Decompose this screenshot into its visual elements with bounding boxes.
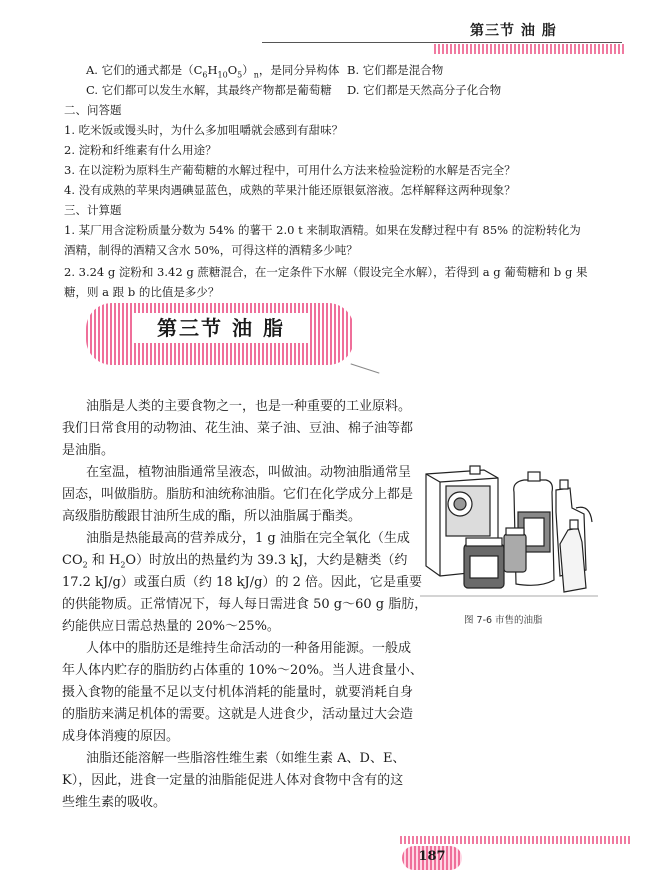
header-stripe-decoration [434, 44, 624, 54]
oil-containers-illustration [420, 452, 600, 600]
calc-2-line-2: 糖，则 a 跟 b 的比值是多少？ [64, 285, 220, 299]
figure-commercial-oils [420, 452, 600, 600]
header-rule [262, 42, 622, 43]
calc-1-line-2: 酒精，制得的酒精又含水 50%，可得这样的酒精多少吨？ [64, 243, 358, 257]
paragraph-1-line-2: 我们日常食用的动物油、花生油、菜子油、豆油、棉子油等都 [62, 421, 414, 436]
paragraph-3-line-1: 油脂是热能最高的营养成分，1 g 油脂在完全氧化（生成 [86, 531, 410, 546]
paragraph-5-line-1: 油脂还能溶解一些脂溶性维生素（如维生素 A、D、E、 [86, 751, 406, 766]
paragraph-4-line-3: 摄入食物的能量不足以支付机体消耗的能量时，就要消耗自身 [62, 685, 414, 700]
paragraph-2-line-1: 在室温，植物油脂通常呈液态，叫做油。动物油脂通常呈 [86, 465, 412, 480]
question-3: 3. 在以淀粉为原料生产葡萄糖的水解过程中，可用什么方法来检验淀粉的水解是否完全？ [64, 163, 516, 177]
paragraph-3-line-3: 17.2 kJ/g）或蛋白质（约 18 kJ/g）的 2 倍。因此，它是重要 [62, 575, 423, 590]
calc-1-line-1: 1. 某厂用含淀粉质量分数为 54% 的薯干 2.0 t 来制取酒精。如果在发酵过程中有 85% 的淀粉转化为 [64, 223, 581, 237]
question-4: 4. 没有成熟的苹果肉遇碘显蓝色，成熟的苹果汁能还原银氨溶液。怎样解释这两种现象？ [64, 183, 516, 197]
paragraph-4-line-4: 的脂肪来满足机体的需要。这就是人进食少，活动量过大会造 [62, 707, 414, 722]
paragraph-3-line-2: $CO_2$ 和 $H_2O$）时放出的热量约为 39.3 kJ，大约是糖类（约 [62, 553, 408, 570]
paragraph-5-line-3: 些维生素的吸收。 [62, 795, 167, 810]
paragraph-5-line-2: K），因此，进食一定量的油脂能促进人体对食物中含有的这 [62, 773, 404, 788]
banner-tail-line [351, 363, 380, 373]
paragraph-4-line-5: 成身体消瘦的原因。 [62, 729, 180, 744]
choice-b: B. 它们都是混合物 [347, 63, 444, 77]
paragraph-1-line-1: 油脂是人类的主要食物之一，也是一种重要的工业原料。 [86, 399, 412, 414]
choice-d: D. 它们都是天然高分子化合物 [347, 83, 502, 97]
figure-caption: 图 7-6 市售的油脂 [464, 615, 543, 626]
section-heading-calc: 三、计算题 [64, 203, 122, 217]
running-header-title: 第三节 油 脂 [470, 23, 557, 39]
paragraph-4-line-1: 人体中的脂肪还是维持生命活动的一种备用能源。一般成 [86, 641, 412, 656]
paragraph-4-line-2: 年人体内贮存的脂肪约占体重的 10%～20%。当人进食量小、 [62, 663, 423, 678]
choice-c: C. 它们都可以发生水解，其最终产物都是葡萄糖 [86, 83, 332, 97]
choice-a: A. 它们的通式都是$(C_6H_{10}O_5)_n$，是同分异构体 [86, 63, 340, 80]
paragraph-2-line-2: 固态，叫做脂肪。脂肪和油统称油脂。它们在化学成分上都是 [62, 487, 414, 502]
section-heading-qa: 二、问答题 [64, 103, 122, 117]
paragraph-1-line-3: 是油脂。 [62, 443, 115, 458]
paragraph-3-line-5: 约能供应日需总热量的 20%～25%。 [62, 619, 280, 634]
paragraph-2-line-3: 高级脂肪酸跟甘油所生成的酯，所以油脂属于酯类。 [62, 509, 362, 524]
page-number: 187 [418, 849, 446, 864]
question-2: 2. 淀粉和纤维素有什么用途？ [64, 143, 217, 157]
calc-2-line-1: 2. 3.24 g 淀粉和 3.42 g 蔗糖混合，在一定条件下水解（假设完全水解），若得到 a g 葡萄糖和 b g 果 [64, 265, 588, 279]
section-title: 第三节 油 脂 [134, 313, 308, 343]
paragraph-3-line-4: 的供能物质。正常情况下，每人每日需进食 50 g～60 g 脂肪， [62, 597, 428, 612]
question-1: 1. 吃米饭或馒头时，为什么多加咀嚼就会感到有甜味？ [64, 123, 344, 137]
footer-stripe-decoration [400, 836, 630, 844]
